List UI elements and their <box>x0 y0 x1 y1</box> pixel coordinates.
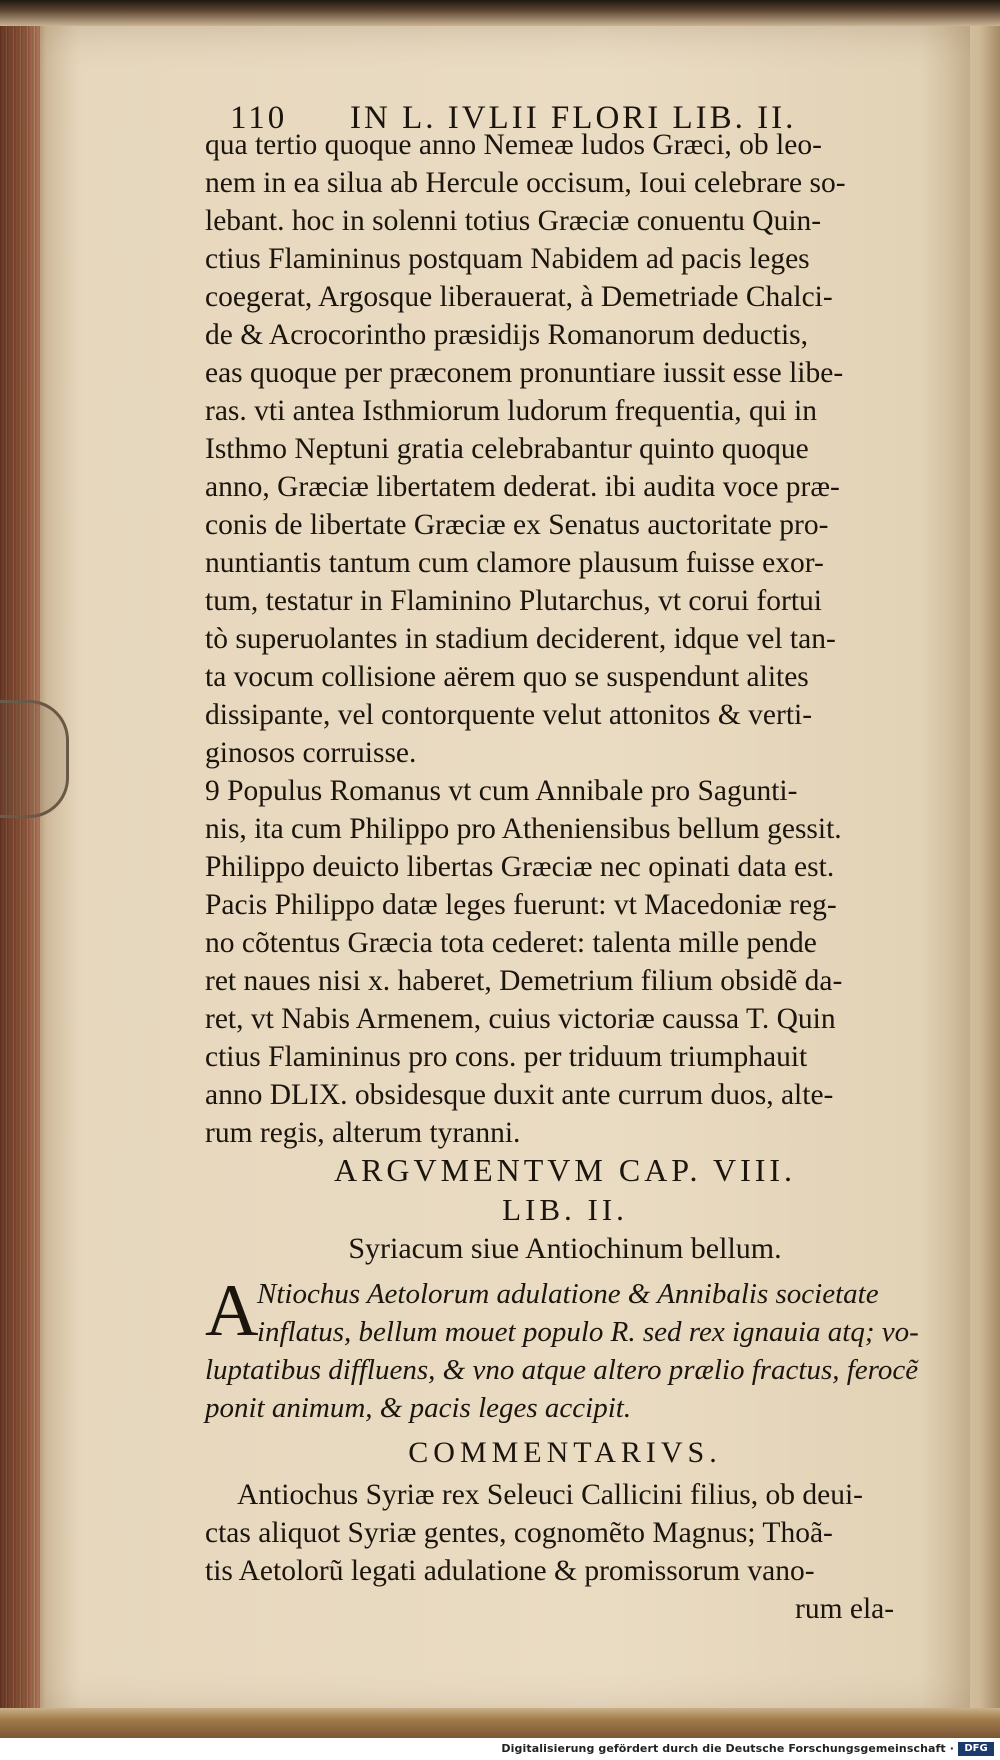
page-number: 110 <box>230 100 288 136</box>
text-line: Isthmo Neptuni gratia celebrabantur quinto quoque <box>205 433 809 465</box>
text-line: nis, ita cum Philippo pro Atheniensibus bellum gessit. <box>205 813 842 845</box>
text-line: eas quoque per præconem pronuntiare iussit esse libe- <box>205 357 844 389</box>
text-line: Philippo deuicto libertas Græciæ nec opinati data est. <box>205 851 835 883</box>
text-line: nem in ea silua ab Hercule occisum, Ioui celebrare so- <box>205 167 846 199</box>
commentary-heading: COMMENTARIVS. <box>408 1436 722 1469</box>
chapter-heading: ARGVMENTVM CAP. VIII. <box>333 1152 797 1188</box>
text-line: rum regis, alterum tyranni. <box>205 1117 521 1149</box>
catchword: rum ela- <box>795 1593 895 1625</box>
drop-cap: A <box>205 1270 259 1352</box>
text-line: tum, testatur in Flaminino Plutarchus, vt corui fortui <box>205 585 822 617</box>
argument-line: Ntiochus Aetolorum adulatione & Annibalis societate <box>257 1278 879 1310</box>
argument-line: ponit animum, & pacis leges accipit. <box>205 1392 632 1424</box>
text-line: qua tertio quoque anno Nemeæ ludos Græci, ob leo- <box>205 129 822 161</box>
text-line: ta vocum collisione aërem quo se suspendunt alites <box>205 661 809 693</box>
text-line: nuntiantis tantum cum clamore plausum fuisse exor- <box>205 547 824 579</box>
text-line: ret, vt Nabis Armenem, cuius victoriæ caussa T. Quin <box>205 1003 836 1035</box>
text-line: Pacis Philippo datæ leges fuerunt: vt Macedoniæ reg- <box>205 889 837 921</box>
text-line: ctius Flamininus postquam Nabidem ad pacis leges <box>205 243 810 275</box>
page-fore-edge <box>0 26 40 1716</box>
argument-block <box>205 1270 925 1434</box>
running-title: IN L. IVLII FLORI LIB. II. <box>350 100 797 136</box>
text-line: de & Acrocorintho præsidijs Romanorum deductis, <box>205 319 809 351</box>
text-line: anno, Græciæ libertatem dederat. ibi audita voce præ- <box>205 471 840 503</box>
text-line: coegerat, Argosque liberauerat, à Demetriade Chalci- <box>205 281 833 313</box>
text-line: ctius Flamininus pro cons. per triduum triumphauit <box>205 1041 808 1073</box>
text-line: anno DLIX. obsidesque duxit ante currum duos, alte- <box>205 1079 834 1111</box>
argument-line: luptatibus diffluens, & vno atque altero prælio fractus, ferocẽ <box>205 1354 919 1386</box>
text-line: tò superuolantes in stadium deciderent, idque vel tan- <box>205 623 836 655</box>
text-line: Antiochus Syriæ rex Seleuci Callicini filius, ob deui- <box>237 1479 863 1511</box>
text-line: 9 Populus Romanus vt cum Annibale pro Sagunti- <box>205 775 798 807</box>
page-bottom-edge <box>0 1708 1000 1738</box>
text-line: ctas aliquot Syriæ gentes, cognomẽto Magnus; Thoã- <box>205 1517 833 1549</box>
footer-bar <box>0 1738 1000 1760</box>
book-heading: LIB. II. <box>502 1192 628 1227</box>
text-line: dissipante, vel contorquente velut attonitos & verti- <box>205 699 813 731</box>
text-line: ras. vti antea Isthmiorum ludorum frequentia, qui in <box>205 395 817 427</box>
text-line: lebant. hoc in solenni totius Græciæ conuentu Quin- <box>205 205 822 237</box>
text-line: ginosos corruisse. <box>205 737 417 769</box>
dfg-logo-icon: DFG <box>958 1742 994 1756</box>
binding-top-edge <box>0 0 1000 26</box>
text-line: ret naues nisi x. haberet, Demetrium filium obsidẽ da- <box>205 965 843 997</box>
text-line: no cõtentus Græcia tota cederet: talenta mille pende <box>205 927 817 959</box>
text-line: tis Aetolorũ legati adulatione & promissorum vano- <box>205 1555 815 1587</box>
chapter-subtitle: Syriacum siue Antiochinum bellum. <box>348 1232 782 1265</box>
text-line: conis de libertate Græciæ ex Senatus auctoritate pro- <box>205 509 829 541</box>
funding-credit: Digitalisierung gefördert durch die Deutsche Forschungsgemeinschaft · <box>501 1742 954 1755</box>
argument-line: inflatus, bellum mouet populo R. sed rex ignauia atq; vo- <box>257 1316 919 1348</box>
